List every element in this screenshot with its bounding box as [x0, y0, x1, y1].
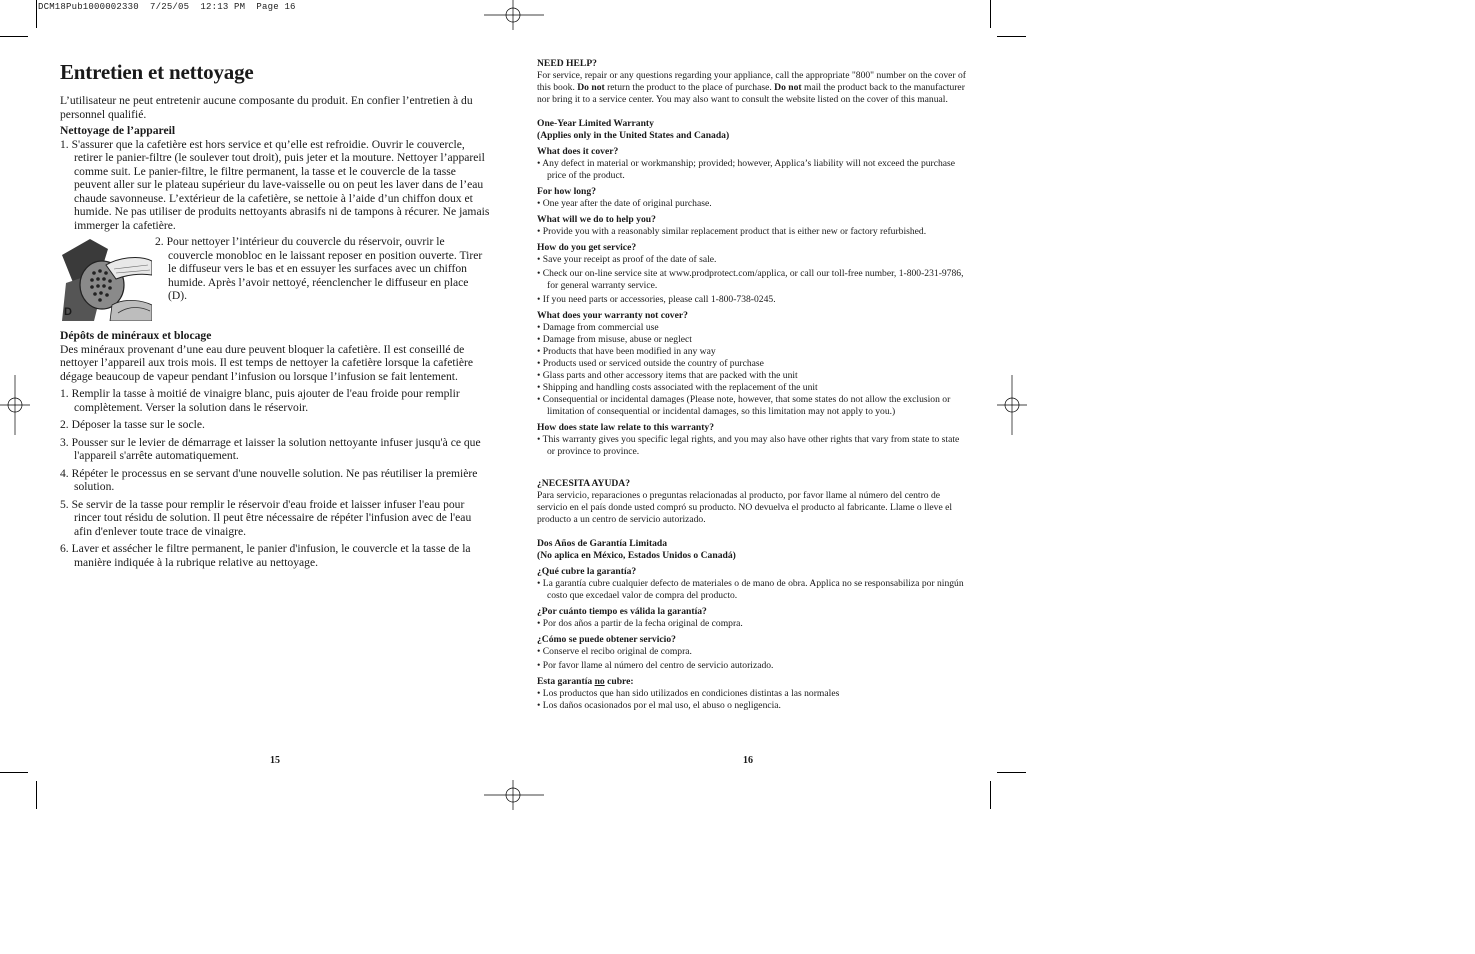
list-item: • Los productos que han sido utilizados en condiciones distintas a las normales [537, 688, 840, 699]
crop-mark [36, 781, 37, 809]
crop-mark [997, 772, 1026, 773]
list-item: • Por dos años a partir de la fecha original de compra. [537, 618, 743, 629]
warranty-subtitle: (Applies only in the United States and Canada) [537, 130, 730, 141]
need-help-text: mail the product back to the manufacturer nor bring it to a service center. You may also want to consult the website listed on the cover of this manual. [537, 82, 965, 105]
es-warranty-title: Dos Años de Garantía Limitada [537, 538, 668, 549]
list-item: • Any defect in material or workmanship; provided; however, Applica’s liability will not exceed the purchase price of the product. [537, 158, 956, 181]
page-title: Entretien et nettoyage [60, 60, 254, 84]
list-item: • Glass parts and other accessory items that are packed with the unit [537, 370, 798, 381]
es-question-how-long: ¿Por cuánto tiempo es válida la garantía? [537, 606, 707, 617]
list-item: • Conserve el recibo original de compra. [537, 646, 692, 657]
diffuser-drawing-icon [60, 235, 152, 321]
list-item: 5. Se servir de la tasse pour remplir le réservoir d'eau froide et laisser infuser l'eau pour rincer tout résidu de solution. Il peut être nécessaire de répéter l'infusion avec de l'eau afin d'enlever toute trace de vinaigre. [60, 497, 472, 538]
list-item: 6. Laver et assécher le filtre permanent, le panier d'infusion, le couvercle et la tasse de la manière indiquée à la rubrique relative au nettoyage. [60, 542, 471, 569]
list-item: 3. Pousser sur le levier de démarrage et laisser la solution nettoyante infuser jusqu'à ce que l'appareil s'arrête automatiquement. [60, 435, 481, 462]
page-right [537, 58, 967, 712]
es-not-cover-text: Esta garantía [537, 676, 595, 687]
es-question-cover: ¿Qué cubre la garantía? [537, 566, 637, 577]
registration-mark-right [997, 375, 1027, 435]
figure-row [60, 235, 490, 321]
figure-label: D [64, 305, 72, 318]
registration-mark-bottom [484, 780, 544, 810]
page-number-left: 15 [270, 755, 280, 766]
es-question-service: ¿Cómo se puede obtener servicio? [537, 634, 676, 645]
list-item: • La garantía cubre cualquier defecto de materiales o de mano de obra. Applica no se responsabiliza por ningún costo que excedael valor de compra del producto. [537, 578, 964, 601]
diffuser-illustration [60, 235, 152, 321]
warranty-title: One-Year Limited Warranty [537, 118, 654, 129]
cleaning-step-1: 1. S'assurer que la cafetière est hors service et qu’elle est refroidie. Ouvrir le couvercle, retirer le panier-filtre (le soulever tout droit), puis jeter et la mouture. Nettoyer l’appareil comme suit. Le panier-filtre, le filtre permanent, la tasse et le couvercle de la tasse peuvent aller sur le plateau supérieur du lave-vaisselle ou on peut les laver dans de l’eau chaude savonneuse. L’extérieur de la cafetière, se nettoie à l’aide d’un chiffon doux et humide. Ne pas utiliser de produits nettoyants abrasifs ni de tampons à récurer. Ne jamais immerger la cafetière. [60, 137, 490, 232]
list-item: • Products used or serviced outside the country of purchase [537, 358, 764, 369]
list-item: • Shipping and handling costs associated with the replacement of the unit [537, 382, 818, 393]
question-cover: What does it cover? [537, 146, 619, 157]
es-question-not-cover [537, 676, 967, 688]
list-item: 1. Remplir la tasse à moitié de vinaigre blanc, puis ajouter de l'eau froide pour remplir complètement. Verser la solution dans le réservoir. [60, 387, 460, 414]
list-item: • Consequential or incidental damages (Please note, however, that some states do not allow the exclusion or limitation of consequential or incidental damages, so this limitation may not apply to you.) [537, 394, 951, 417]
list-item: 2. Déposer la tasse sur le socle. [60, 418, 205, 431]
es-not-cover-text: cubre: [604, 676, 634, 687]
list-item: • Damage from commercial use [537, 322, 659, 333]
question-help: What will we do to help you? [537, 214, 656, 225]
page-number-right: 16 [743, 755, 753, 766]
list-item: • Save your receipt as proof of the date of sale. [537, 254, 717, 265]
list-item: • Provide you with a reasonably similar replacement product that is either new or factory refurbished. [537, 226, 927, 237]
need-help-emphasis: Do not [577, 82, 605, 93]
list-item: • Products that have been modified in any way [537, 346, 716, 357]
intro-paragraph: L’utilisateur ne peut entretenir aucune composante du produit. En confier l’entretien à du personnel qualifié. [60, 94, 473, 121]
question-how-long: For how long? [537, 186, 596, 197]
es-not-cover-emphasis: no [594, 676, 605, 687]
list-item: • This warranty gives you specific legal rights, and you may also have other rights that vary from state to state or province to province. [537, 434, 960, 457]
need-help-paragraph [537, 70, 967, 106]
mineral-intro: Des minéraux provenant d’une eau dure peuvent bloquer la cafetière. Il est conseillé de nettoyer l’appareil aux trois mois. Il est temps de nettoyer la cafetière lorsque la cafetière dégage beaucoup de vapeur pendant l’infusion ou lorsque l’infusion se fait lentement. [60, 342, 474, 383]
question-service: How do you get service? [537, 242, 637, 253]
need-help-emphasis: Do not [774, 82, 802, 93]
need-help-text: For service, repair or any questions regarding your appliance, call the appropriate "800" number on the cover of this book. [537, 70, 967, 93]
crop-mark [997, 36, 1026, 37]
question-state-law: How does state law relate to this warranty? [537, 422, 715, 433]
need-help-heading: NEED HELP? [537, 58, 597, 69]
registration-mark-left [0, 375, 30, 435]
cleaning-step-2: 2. Pour nettoyer l’intérieur du couvercle du réservoir, ouvrir le couvercle monobloc en le laissant reposer en position ouverte. Tirer le diffuseur vers le bas et en essuyer les surfaces avec un chiffon humide. Après l’avoir nettoyé, réenclencher le diffuseur en place (D). [155, 235, 483, 302]
list-item: 4. Répéter le processus en se servant d'une nouvelle solution. Ne pas réutiliser la première solution. [60, 466, 478, 493]
list-item: • Damage from misuse, abuse or neglect [537, 334, 692, 345]
question-not-cover: What does your warranty not cover? [537, 310, 688, 321]
crop-mark [990, 0, 991, 28]
es-help-heading: ¿NECESITA AYUDA? [537, 478, 631, 489]
es-warranty-subtitle: (No aplica en México, Estados Unidos o Canadá) [537, 550, 736, 561]
mineral-steps-list [60, 387, 490, 569]
print-slug: DCM18Pub1000002330 7/25/05 12:13 PM Page 16 [38, 2, 296, 12]
cleaning-heading: Nettoyage de l’appareil [60, 124, 176, 137]
need-help-text: return the product to the place of purchase. [604, 82, 775, 93]
list-item: • Los daños ocasionados por el mal uso, el abuso o negligencia. [537, 700, 781, 711]
list-item: • If you need parts or accessories, please call 1-800-738-0245. [537, 294, 776, 305]
crop-mark [36, 0, 37, 28]
crop-mark [990, 781, 991, 809]
list-item: • One year after the date of original purchase. [537, 198, 712, 209]
crop-mark [0, 36, 28, 37]
mineral-heading: Dépôts de minéraux et blocage [60, 329, 212, 342]
registration-mark-top [484, 0, 544, 30]
crop-mark [0, 772, 28, 773]
list-item: • Por favor llame al número del centro de servicio autorizado. [537, 660, 774, 671]
list-item: • Check our on-line service site at www.prodprotect.com/applica, or call our toll-free number, 1-800-231-9786, for general warranty service. [537, 268, 964, 291]
es-help-paragraph: Para servicio, reparaciones o preguntas relacionadas al producto, por favor llame al número del centro de servicio en el país donde usted compró su producto. NO devuelva el producto al fabricante. Llame o lleve el producto a un centro de servicio autorizado. [537, 490, 953, 525]
page-left [60, 60, 490, 569]
